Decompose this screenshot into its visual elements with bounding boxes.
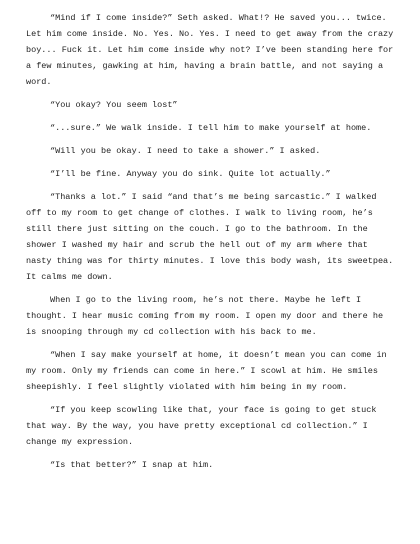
paragraph: “Is that better?” I snap at him.	[50, 460, 214, 470]
paragraph: “Mind if I come inside?” Seth asked. What!? He saved you... twice. Let him come inside. No. Yes. No. Yes. I need to get away from the crazy boy... Fuck it. Let him come inside why not? I’ve been standing here for a few minutes, gawking at him, having a brain battle, and not saying a word.	[26, 13, 394, 87]
paragraph: “If you keep scowling like that, your face is going to get stuck that way. By the way, you have pretty exceptional cd collection.” I change my expression.	[26, 405, 377, 447]
paragraph: “You okay? You seem lost”	[50, 100, 178, 110]
paragraph: “When I say make yourself at home, it doesn’t mean you can come in my room. Only my friends can come in here.” I scowl at him. He smiles sheepishly. I feel slightly violated with him being in my room.	[26, 350, 387, 392]
paragraph: “Thanks a lot.” I said “and that’s me being sarcastic.” I walked off to my room to get change of clothes. I walk to living room, he’s still there just sitting on the couch. I go to the bathroom. In the shower I washed my hair and scrub the hell out of my arm where that nasty thing was for thirty minutes. I love this body wash, its sweetpea. It calms me down.	[26, 192, 394, 282]
paragraph: “...sure.” We walk inside. I tell him to make yourself at home.	[50, 123, 372, 133]
paragraph: When I go to the living room, he’s not there. Maybe he left I thought. I hear music coming from my room. I open my door and there he is snooping through my cd collection with his back to me.	[26, 295, 384, 337]
paragraph: “I’ll be fine. Anyway you do sink. Quite lot actually.”	[50, 169, 331, 179]
paragraph: “Will you be okay. I need to take a shower.” I asked.	[50, 146, 321, 156]
